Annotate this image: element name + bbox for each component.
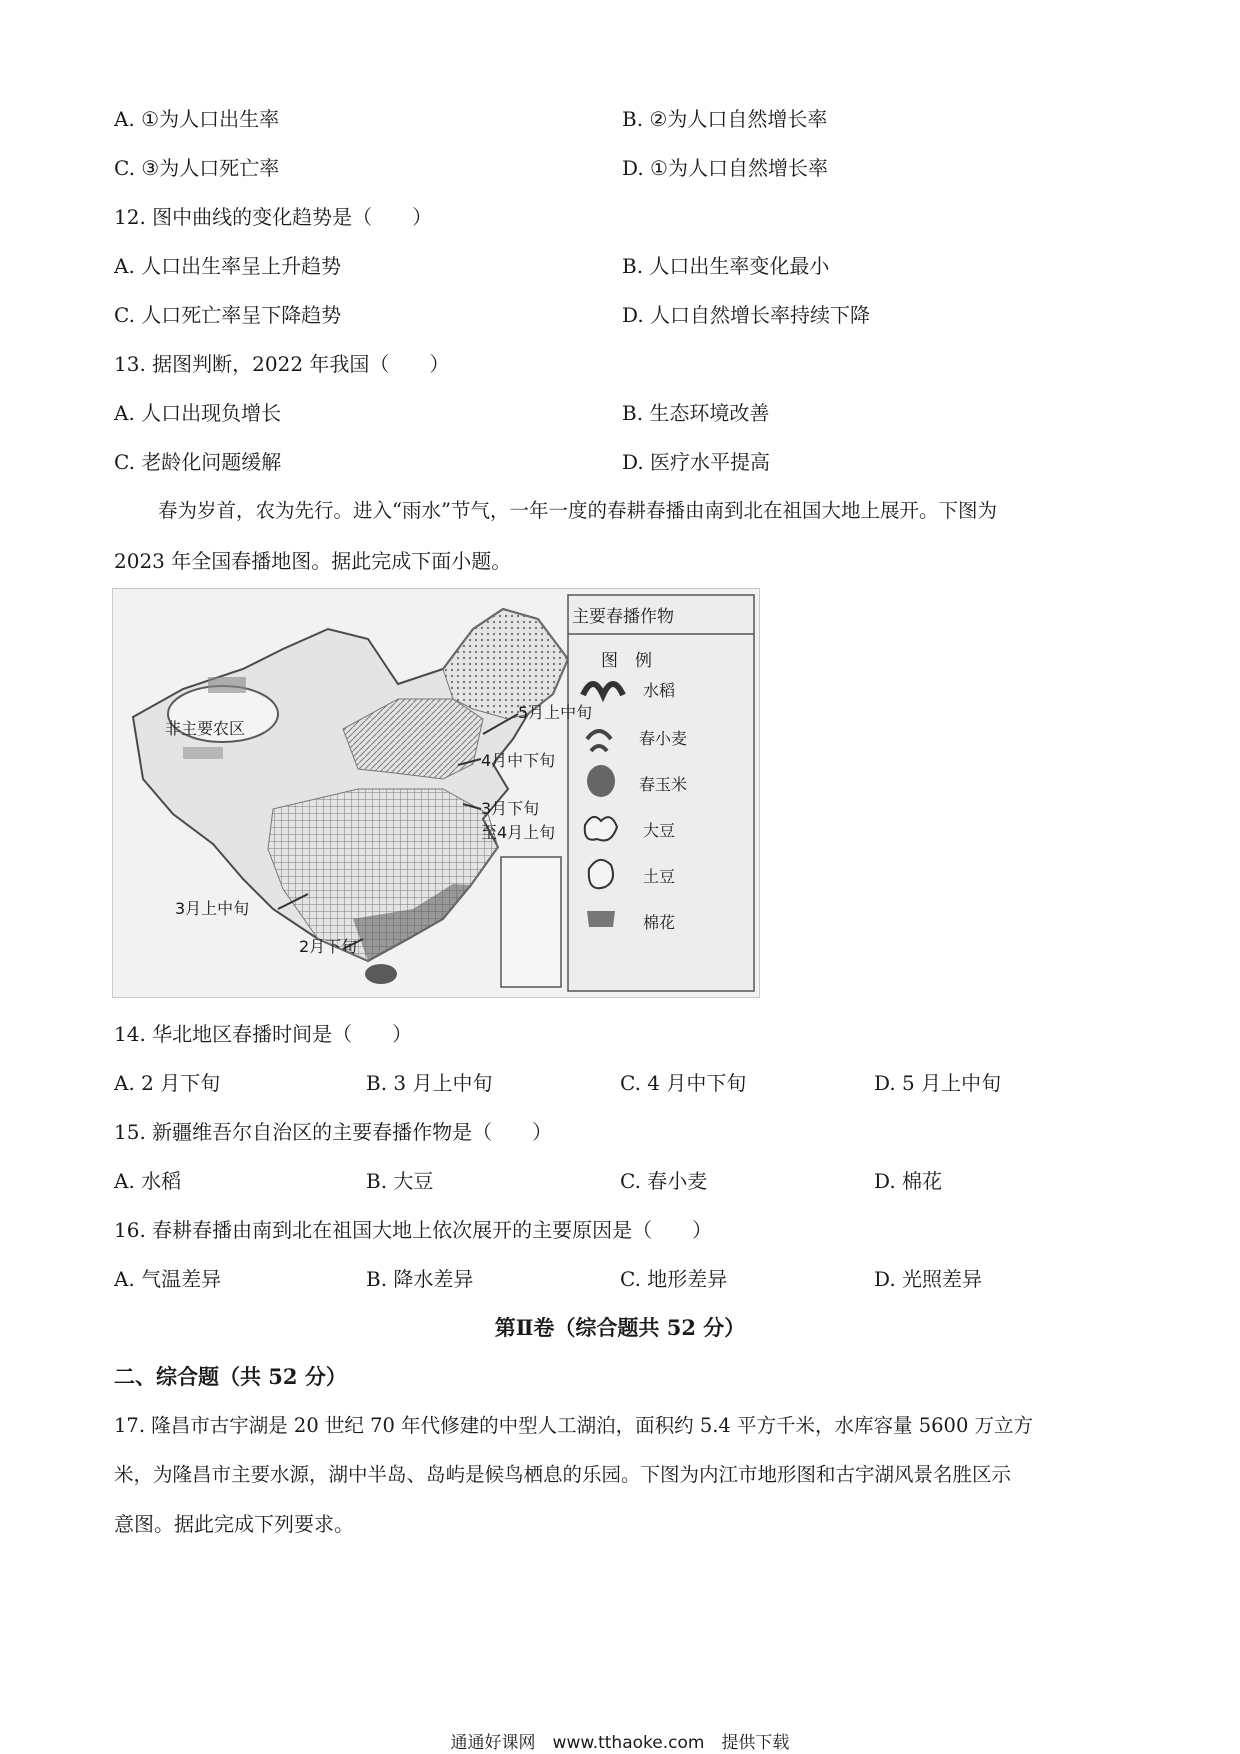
q15-option-c: C. 春小麦 — [620, 1169, 708, 1193]
volume-title: 第Ⅱ卷（综合题共 52 分） — [494, 1315, 746, 1340]
q15-option-d: D. 棉花 — [874, 1169, 943, 1193]
legend-potato-label: 土豆 — [643, 867, 676, 886]
legend-spring-corn-label: 春玉米 — [639, 775, 688, 794]
q13-option-d: D. 医疗水平提高 — [622, 450, 771, 474]
q16-option-c: C. 地形差异 — [620, 1267, 728, 1291]
q13-option-c: C. 老龄化问题缓解 — [114, 450, 282, 474]
q16-option-a: A. 气温差异 — [114, 1267, 222, 1291]
legend-subtitle: 图 例 — [601, 651, 652, 671]
legend-soybean-label: 大豆 — [643, 821, 676, 840]
label-non-main-area: 非主要农区 — [165, 719, 246, 738]
label-april-mid: 4月中下旬 — [481, 751, 556, 770]
label-march-late-1: 3月下旬 — [481, 799, 540, 818]
q16-stem: 16. 春耕春播由南到北在祖国大地上依次展开的主要原因是（ ） — [114, 1218, 713, 1242]
q14-stem: 14. 华北地区春播时间是（ ） — [114, 1022, 413, 1046]
q12-option-c: C. 人口死亡率呈下降趋势 — [114, 303, 342, 327]
q17-line-1: 17. 隆昌市古宇湖是 20 世纪 70 年代修建的中型人工湖泊，面积约 5.4 平方千米，水库容量 5600 万立方 — [114, 1414, 1034, 1437]
passage-line-1: 春为岁首，农为先行。进入“雨水”节气，一年一度的春耕春播由南到北在祖国大地上展开。下图为 — [158, 499, 997, 522]
q11-option-c: C. ③为人口死亡率 — [114, 156, 280, 180]
south-china-sea-inset — [501, 857, 561, 987]
q17-line-3: 意图。据此完成下列要求。 — [114, 1512, 354, 1536]
legend-spring-corn-icon — [587, 765, 615, 797]
section-heading: 二、综合题（共 52 分） — [114, 1364, 347, 1389]
cotton-area-south-xinjiang — [183, 747, 223, 759]
legend-title: 主要春播作物 — [572, 607, 674, 627]
q14-option-d: D. 5 月上中旬 — [874, 1071, 1002, 1095]
label-march-late-2: 至4月上旬 — [481, 823, 556, 842]
label-march-early: 3月上中旬 — [175, 899, 250, 918]
q16-option-b: B. 降水差异 — [366, 1267, 474, 1291]
passage-line-2: 2023 年全国春播地图。据此完成下面小题。 — [114, 549, 512, 573]
q12-option-b: B. 人口出生率变化最小 — [622, 254, 830, 278]
legend-soybean-icon — [585, 817, 617, 841]
q14-option-b: B. 3 月上中旬 — [366, 1071, 493, 1095]
q16-option-d: D. 光照差异 — [874, 1267, 983, 1291]
q15-stem: 15. 新疆维吾尔自治区的主要春播作物是（ ） — [114, 1120, 553, 1144]
legend-cotton-icon — [587, 911, 615, 927]
q13-stem: 13. 据图判断，2022 年我国（ ） — [114, 352, 450, 376]
label-may: 5月上中旬 — [518, 703, 593, 722]
legend-potato-icon — [589, 860, 613, 888]
q12-option-a: A. 人口出生率呈上升趋势 — [114, 254, 342, 278]
q13-option-a: A. 人口出现负增长 — [114, 401, 282, 425]
q15-option-a: A. 水稻 — [114, 1169, 182, 1193]
hainan-island — [365, 964, 397, 984]
q11-option-b: B. ②为人口自然增长率 — [622, 107, 828, 131]
q11-option-d: D. ①为人口自然增长率 — [622, 156, 828, 180]
legend-spring-wheat-label: 春小麦 — [639, 729, 688, 748]
q14-option-a: A. 2 月下旬 — [114, 1071, 221, 1095]
legend-rice-label: 水稻 — [643, 681, 676, 700]
q14-option-c: C. 4 月中下旬 — [620, 1071, 747, 1095]
q15-option-b: B. 大豆 — [366, 1169, 434, 1193]
page-footer: 通通好课网 www.tthaoke.com 提供下载 — [450, 1733, 790, 1753]
q12-option-d: D. 人口自然增长率持续下降 — [622, 303, 871, 327]
q13-option-b: B. 生态环境改善 — [622, 401, 770, 425]
spring-sowing-map — [112, 588, 760, 998]
cotton-area-xinjiang — [208, 677, 246, 693]
label-feb-late: 2月下旬 — [299, 937, 358, 956]
q11-option-a: A. ①为人口出生率 — [114, 107, 280, 131]
q12-stem: 12. 图中曲线的变化趋势是（ ） — [114, 205, 433, 229]
q17-line-2: 米，为隆昌市主要水源，湖中半岛、岛屿是候鸟栖息的乐园。下图为内江市地形图和古宇湖风景名胜区示 — [114, 1463, 1012, 1486]
legend-cotton-label: 棉花 — [643, 913, 676, 932]
